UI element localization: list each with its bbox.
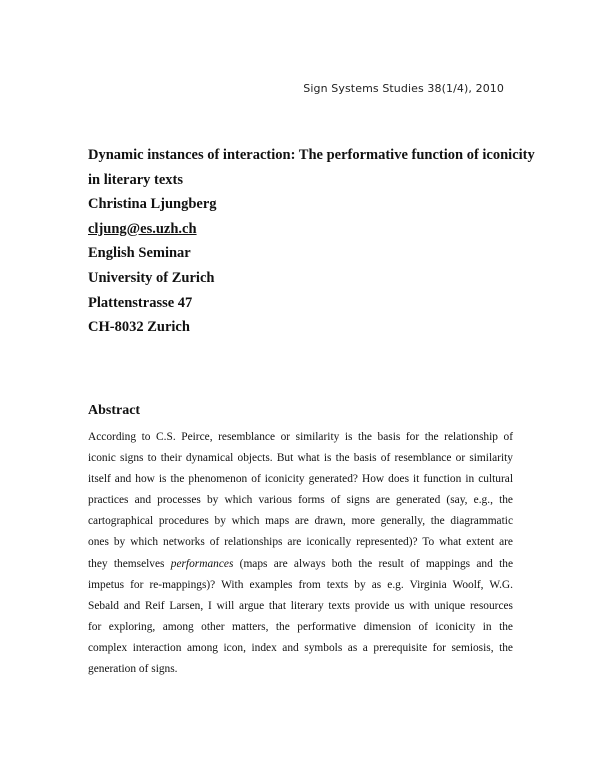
author-email-link[interactable]: cljung@es.uzh.ch bbox=[88, 220, 197, 237]
author-name: Christina Ljungberg bbox=[88, 196, 217, 213]
abstract-line: practices and processes by which various forms of signs are generated (say, e.g., the bbox=[88, 494, 513, 507]
abstract-body bbox=[88, 427, 513, 680]
abstract-line: According to C.S. Peirce, resemblance or similarity is the basis for the relationship of bbox=[88, 431, 513, 443]
abstract-italic-term: performances bbox=[170, 557, 234, 570]
abstract-line7-after: (maps are always both the result of mappings and the bbox=[233, 557, 513, 570]
abstract-line: cartographical procedures by which maps are drawn, more generally, the diagrammatic bbox=[88, 515, 513, 528]
paper-title-line-1: Dynamic instances of interaction: The performative function of iconicity bbox=[88, 147, 535, 163]
abstract-line: iconic signs to their dynamical objects. But what is the basis of resemblance or similarity bbox=[88, 452, 513, 465]
paper-title-line-2: in literary texts bbox=[88, 171, 184, 188]
journal-reference: Sign Systems Studies 38(1/4), 2010 bbox=[303, 82, 504, 95]
abstract-line: Sebald and Reif Larsen, I will argue that literary texts provide us with unique resources bbox=[88, 599, 513, 612]
abstract-line7-before: they themselves bbox=[88, 557, 171, 570]
abstract-line: impetus for re-mappings)? With examples from texts by as e.g. Virginia Woolf, W.G. bbox=[88, 578, 513, 591]
author-department: English Seminar bbox=[88, 245, 191, 262]
abstract-line: generation of signs. bbox=[88, 663, 178, 676]
abstract-line-with-italic bbox=[88, 554, 513, 575]
title-author-block bbox=[88, 143, 535, 340]
abstract-line: itself and how is the phenomenon of iconicity generated? How does it function in cultural bbox=[88, 473, 513, 486]
abstract-line: for exploring, among other matters, the performative dimension of iconicity in the bbox=[88, 620, 513, 633]
author-street: Plattenstrasse 47 bbox=[88, 294, 193, 311]
author-institution: University of Zurich bbox=[88, 269, 215, 286]
abstract-line: ones by which networks of relationships are iconically represented)? To what extent are bbox=[88, 536, 513, 549]
author-city: CH-8032 Zurich bbox=[88, 319, 190, 336]
abstract-heading: Abstract bbox=[88, 403, 141, 418]
abstract-line: complex interaction among icon, index and symbols as a prerequisite for semiosis, the bbox=[88, 641, 513, 654]
